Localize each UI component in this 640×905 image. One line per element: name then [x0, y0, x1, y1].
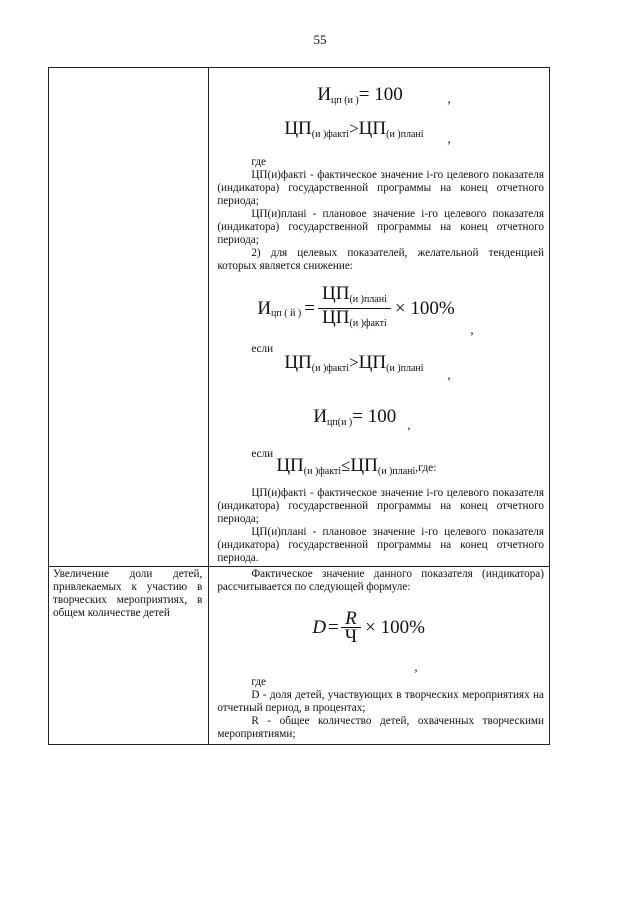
- formula-subscript: (и )факті: [349, 318, 387, 329]
- if-label: если: [251, 448, 274, 460]
- formula-symbol: И: [257, 298, 272, 319]
- formula-value: = 100: [352, 406, 397, 427]
- formula-subscript: (и )плані: [377, 466, 416, 477]
- formula-subscript: цп(и ): [327, 417, 353, 428]
- formula-symbol: И: [317, 84, 332, 105]
- where-label-inline: ,где:: [415, 462, 437, 474]
- formula-index-equals-100-2: [217, 390, 544, 448]
- formula-symbol: ЦП: [358, 352, 387, 373]
- formula-denominator: Ч: [344, 626, 358, 647]
- formula-operator: ≤: [341, 456, 351, 475]
- indicator-name-cell: [49, 567, 209, 745]
- formula-symbol: И: [313, 406, 328, 427]
- formula-subscript: (и )факті: [311, 129, 350, 140]
- condition-fact-le-plan: [217, 455, 544, 487]
- formula-operator: =: [328, 617, 339, 638]
- definition-plan-2: ЦП(и)плані - плановое значение і-го целевого показателя (индикатора) государственной программы на конец отчетного периода.: [217, 526, 544, 564]
- if-label: если: [251, 343, 274, 355]
- page-number: 55: [313, 32, 327, 47]
- formula-numerator: R: [341, 612, 361, 628]
- comma: ,: [470, 322, 474, 337]
- definition-fact: ЦП(и)факті - фактическое значение і-го целевого показателя (индикатора) государственной программы на конец отчетного периода;: [217, 169, 544, 207]
- formula-value: = 100: [358, 84, 403, 105]
- formula-subscript: цп (и ): [331, 95, 359, 106]
- condition-fact-greater-plan-2: [217, 352, 544, 390]
- formula-operator: =: [304, 298, 315, 319]
- formula-symbol: D: [312, 617, 327, 638]
- definition-plan: ЦП(и)плані - плановое значение і-го целевого показателя (индикатора) государственной программы на конец отчетного периода;: [217, 208, 544, 246]
- formula-subscript: (и )плані: [386, 129, 424, 140]
- formula-symbol: ЦП: [284, 352, 312, 373]
- formula-intro: Фактическое значение данного показателя (индикатора) рассчитывается по следующей формуле:: [217, 568, 544, 593]
- where-label: где: [251, 676, 267, 688]
- condition-fact-greater-plan: [217, 106, 544, 156]
- formula-symbol: ЦП: [284, 118, 312, 139]
- table-row: [49, 68, 550, 567]
- formula-multiplier: × 100%: [365, 617, 425, 638]
- list-item-decrease: 2) для целевых показателей, желательной тенденцией которых является снижение:: [217, 247, 544, 272]
- formula-cell: [209, 68, 550, 567]
- indicator-name-cell-empty: [49, 68, 209, 567]
- formula-subscript: (и )факті: [311, 363, 350, 374]
- formula-index-ratio: [217, 273, 544, 343]
- comma: ,: [447, 367, 451, 382]
- formula-subscript: (и )плані: [386, 363, 424, 374]
- definition-r: R - общее количество детей, охваченных творческими мероприятиями;: [217, 715, 544, 740]
- indicator-table: [48, 67, 550, 745]
- definition-fact-2: ЦП(и)факті - фактическое значение і-го целевого показателя (индикатора) государственной программы на конец отчетного периода;: [217, 487, 544, 525]
- table-row: [49, 567, 550, 745]
- indicator-name: Увеличение доли детей, привлекаемых к участию в творческих мероприятиях, в общем количестве детей: [53, 568, 203, 619]
- formula-subscript: (и )факті: [303, 466, 342, 477]
- formula-operator: >: [349, 353, 359, 372]
- formula-multiplier: × 100%: [394, 298, 455, 319]
- where-label: где: [251, 156, 267, 168]
- comma: ,: [407, 417, 411, 432]
- formula-index-equals-100: [217, 68, 544, 106]
- comma: ,: [447, 91, 451, 106]
- formula-symbol: ЦП: [350, 455, 378, 476]
- formula-symbol: ЦП: [358, 118, 387, 139]
- fraction: [341, 608, 361, 647]
- formula-subscript: цп ( й ): [271, 307, 302, 319]
- formula-symbol: ЦП: [321, 283, 350, 304]
- comma: ,: [414, 659, 418, 674]
- formula-symbol: ЦП: [276, 455, 304, 476]
- fraction: [318, 283, 391, 330]
- comma: ,: [447, 131, 451, 146]
- formula-cell: [209, 567, 550, 745]
- formula-share-children: [217, 594, 544, 672]
- formula-symbol: ЦП: [322, 307, 350, 328]
- definition-d: D - доля детей, участвующих в творческих мероприятиях на отчетный период, в процентах;: [217, 689, 544, 714]
- formula-operator: >: [349, 119, 359, 138]
- formula-subscript: (и )плані: [349, 294, 387, 305]
